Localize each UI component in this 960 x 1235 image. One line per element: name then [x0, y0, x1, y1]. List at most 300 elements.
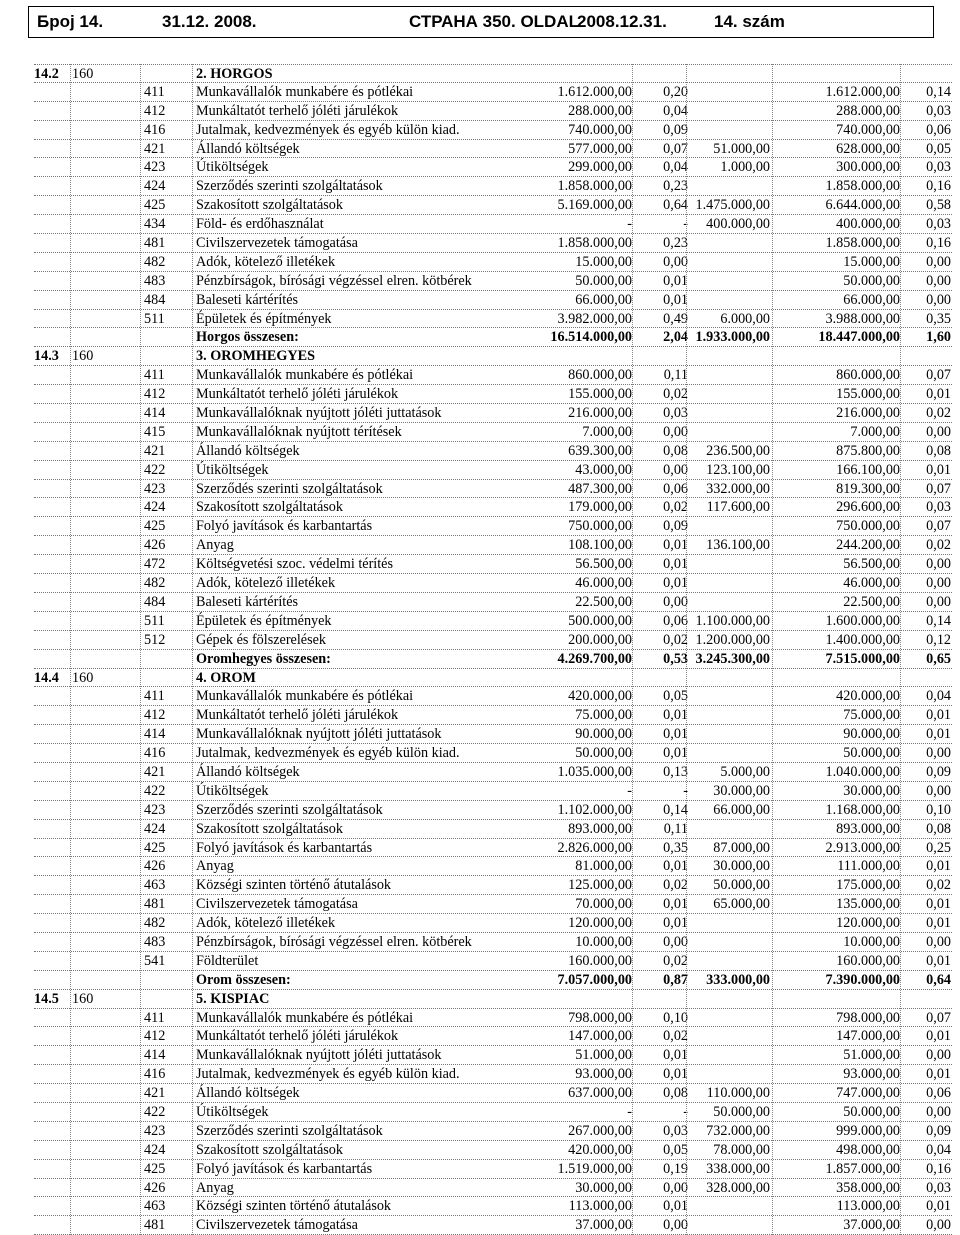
table-row	[34, 102, 952, 121]
percent-own: 0,00	[663, 933, 688, 950]
amount-total: 244.200,00	[836, 537, 900, 554]
account-code: 511	[144, 612, 165, 629]
table-row	[34, 801, 952, 820]
percent-own: 0,01	[663, 556, 688, 573]
table-row	[34, 234, 952, 253]
percent-own: 0,08	[663, 1085, 688, 1102]
account-name: Községi szinten történő átutalások	[196, 1198, 392, 1215]
percent-total: 0,01	[926, 896, 951, 913]
amount-total: 56.500,00	[843, 556, 900, 573]
account-code: 481	[144, 235, 166, 252]
amount-total: 875.800,00	[836, 442, 900, 459]
grid-line	[772, 64, 773, 1235]
amount-total: 113.000,00	[836, 1198, 900, 1215]
account-name: Földterület	[196, 952, 259, 969]
amount-other: 338.000,00	[706, 1160, 770, 1177]
amount-total: 90.000,00	[843, 726, 900, 743]
account-name: Állandó költségek	[196, 442, 300, 459]
percent-total: 0,12	[926, 631, 951, 648]
account-code: 482	[144, 575, 166, 592]
percent-total: 0,07	[926, 1009, 951, 1026]
amount-own: 740.000,00	[568, 121, 632, 138]
account-name: Baleseti kártérítés	[196, 291, 299, 308]
section-header-row	[34, 990, 952, 1009]
table-row	[34, 442, 952, 461]
percent-total: 0,09	[926, 763, 951, 780]
percent-total: 0,00	[926, 933, 951, 950]
amount-own: 798.000,00	[568, 1009, 632, 1026]
table-row	[34, 1046, 952, 1065]
table-row	[34, 366, 952, 385]
account-name: Szerződés szerinti szolgáltatások	[196, 1122, 383, 1139]
account-name: Munkáltatót terhelő jóléti járulékok	[196, 707, 399, 724]
table-row	[34, 1084, 952, 1103]
table-row	[34, 1009, 952, 1028]
amount-own: 120.000,00	[568, 915, 632, 932]
amount-total: 358.000,00	[836, 1179, 900, 1196]
table-row	[34, 480, 952, 499]
table-row	[34, 1141, 952, 1160]
total-label: Orom összesen:	[196, 971, 291, 988]
percent-own: 0,02	[663, 952, 688, 969]
percent-own: 0,01	[663, 1198, 688, 1215]
amount-own: 893.000,00	[568, 820, 632, 837]
percent-own: 0,01	[663, 1066, 688, 1083]
amount-own: 267.000,00	[568, 1122, 632, 1139]
amount-other: 117.600,00	[706, 499, 770, 516]
account-name: Útiköltségek	[196, 159, 269, 176]
amount-total: 1.857.000,00	[825, 1160, 900, 1177]
amount-own: 125.000,00	[568, 877, 632, 894]
account-code: 414	[144, 726, 166, 743]
percent-own: 0,00	[663, 423, 688, 440]
percent-own: 0,01	[663, 858, 688, 875]
percent-own: 0,20	[663, 83, 688, 100]
table-row	[34, 1197, 952, 1216]
amount-own: 7.000,00	[582, 423, 632, 440]
amount-own: 108.100,00	[568, 537, 632, 554]
percent-total: 0,01	[926, 386, 951, 403]
amount-total: 6.644.000,00	[825, 197, 900, 214]
amount-own: 1.858.000,00	[557, 235, 632, 252]
amount-own: 577.000,00	[568, 140, 632, 157]
percent-own: 0,08	[663, 442, 688, 459]
header-issue-hu: 14. szám	[714, 12, 785, 31]
percent-total: 0,03	[926, 216, 951, 233]
table-row	[34, 820, 952, 839]
account-code: 411	[144, 688, 165, 705]
amount-own: 66.000,00	[575, 291, 632, 308]
amount-own: 1.102.000,00	[557, 801, 632, 818]
table-row	[34, 763, 952, 782]
page-header	[28, 6, 934, 38]
table-row	[34, 404, 952, 423]
percent-total: 0,03	[926, 1179, 951, 1196]
table-row	[34, 461, 952, 480]
table-row	[34, 593, 952, 612]
account-name: Munkáltatót terhelő jóléti járulékok	[196, 386, 399, 403]
percent-total: 0,14	[926, 83, 951, 100]
amount-other: 30.000,00	[713, 782, 770, 799]
account-code: 416	[144, 121, 166, 138]
account-code: 424	[144, 178, 166, 195]
amount-own: 860.000,00	[568, 367, 632, 384]
amount-other: 66.000,00	[713, 801, 770, 818]
amount-other: 50.000,00	[713, 1103, 770, 1120]
percent-total: 0,01	[926, 461, 951, 478]
amount-own: 56.500,00	[575, 556, 632, 573]
percent-own: 0,00	[663, 593, 688, 610]
amount-other: 1.475.000,00	[695, 197, 770, 214]
percent-total: 0,04	[926, 688, 951, 705]
account-code: 512	[144, 631, 166, 648]
account-code: 412	[144, 707, 166, 724]
percent-total: 0,07	[926, 480, 951, 497]
account-name: Munkavállalók munkabére és pótlékai	[196, 688, 414, 705]
table-row	[34, 177, 952, 196]
percent-own: 0,01	[663, 707, 688, 724]
percent-total: 0,16	[926, 235, 951, 252]
percent-own: 0,01	[663, 726, 688, 743]
amount-total: 46.000,00	[843, 575, 900, 592]
amount-own: 160.000,00	[568, 952, 632, 969]
percent-total: 0,35	[926, 310, 951, 327]
account-code: 414	[144, 1047, 166, 1064]
amount-own: 299.000,00	[568, 159, 632, 176]
account-code: 425	[144, 518, 166, 535]
account-name: Baleseti kártérítés	[196, 593, 299, 610]
account-name: Civilszervezetek támogatása	[196, 235, 358, 252]
percent-total: 0,03	[926, 499, 951, 516]
percent-total: 0,65	[926, 650, 951, 667]
account-name: Községi szinten történő átutalások	[196, 877, 392, 894]
percent-total: 0,01	[926, 952, 951, 969]
percent-own: 0,09	[663, 121, 688, 138]
table-row	[34, 291, 952, 310]
percent-own: 0,09	[663, 518, 688, 535]
amount-own: 90.000,00	[575, 726, 632, 743]
amount-own: 1.035.000,00	[557, 763, 632, 780]
amount-total: 1.600.000,00	[825, 612, 900, 629]
amount-own: 4.269.700,00	[557, 650, 632, 667]
amount-own: 50.000,00	[575, 745, 632, 762]
amount-total: 420.000,00	[836, 688, 900, 705]
account-code: 411	[144, 83, 165, 100]
amount-other: 123.100,00	[706, 461, 770, 478]
amount-own: 51.000,00	[575, 1047, 632, 1064]
amount-other: 732.000,00	[706, 1122, 770, 1139]
account-code: 422	[144, 1103, 166, 1120]
amount-total: 155.000,00	[836, 386, 900, 403]
table-row	[34, 1122, 952, 1141]
percent-own: 0,05	[663, 688, 688, 705]
amount-own: 43.000,00	[575, 461, 632, 478]
amount-own: 1.858.000,00	[557, 178, 632, 195]
amount-other: 50.000,00	[713, 877, 770, 894]
account-name: Állandó költségek	[196, 1085, 300, 1102]
amount-total: 135.000,00	[836, 896, 900, 913]
account-name: Munkavállalóknak nyújtott jóléti juttatások	[196, 726, 442, 743]
account-code: 421	[144, 442, 166, 459]
table-row	[34, 857, 952, 876]
table-row	[34, 121, 952, 140]
table-row	[34, 83, 952, 102]
percent-own: 0,01	[663, 745, 688, 762]
amount-other: 51.000,00	[713, 140, 770, 157]
account-name: Útiköltségek	[196, 1103, 269, 1120]
percent-total: 0,03	[926, 102, 951, 119]
account-name: Civilszervezetek támogatása	[196, 1217, 358, 1234]
account-name: Szerződés szerinti szolgáltatások	[196, 178, 383, 195]
percent-own: 0,01	[663, 915, 688, 932]
account-code: 481	[144, 896, 166, 913]
amount-total: 93.000,00	[843, 1066, 900, 1083]
section-number: 14.3	[34, 348, 59, 365]
percent-total: 0,07	[926, 367, 951, 384]
account-name: Civilszervezetek támogatása	[196, 896, 358, 913]
amount-own: 750.000,00	[568, 518, 632, 535]
amount-own: 216.000,00	[568, 405, 632, 422]
amount-other: 1.100.000,00	[695, 612, 770, 629]
table-row	[34, 196, 952, 215]
account-code: 421	[144, 1085, 166, 1102]
account-code: 423	[144, 801, 166, 818]
account-name: Szakosított szolgáltatások	[196, 1141, 343, 1158]
percent-own: 0,23	[663, 178, 688, 195]
amount-own: 487.300,00	[568, 480, 632, 497]
percent-total: 0,08	[926, 442, 951, 459]
amount-total: 166.100,00	[836, 461, 900, 478]
account-name: Munkáltatót terhelő jóléti járulékok	[196, 1028, 399, 1045]
amount-own: 70.000,00	[575, 896, 632, 913]
amount-total: 798.000,00	[836, 1009, 900, 1026]
percent-total: 0,14	[926, 612, 951, 629]
table-row	[34, 952, 952, 971]
percent-own: 0,04	[663, 159, 688, 176]
table-row	[34, 876, 952, 895]
amount-total: 860.000,00	[836, 367, 900, 384]
table-row	[34, 536, 952, 555]
amount-own: 50.000,00	[575, 272, 632, 289]
account-name: Adók, kötelező illetékek	[196, 253, 336, 270]
table-row	[34, 1160, 952, 1179]
amount-total: 7.000,00	[850, 423, 900, 440]
header-date-hu: 2008.12.31.	[577, 12, 667, 31]
grid-line	[900, 64, 901, 1235]
amount-total: 3.988.000,00	[825, 310, 900, 327]
account-name: Munkavállalók munkabére és pótlékai	[196, 83, 414, 100]
percent-total: 0,01	[926, 858, 951, 875]
amount-other: 78.000,00	[713, 1141, 770, 1158]
table-row	[34, 1027, 952, 1046]
amount-total: 22.500,00	[843, 593, 900, 610]
grid-line	[686, 64, 687, 1235]
percent-total: 0,08	[926, 820, 951, 837]
percent-own: 0,11	[663, 367, 688, 384]
account-name: Folyó javítások és karbantartás	[196, 1160, 373, 1177]
amount-other: 87.000,00	[713, 839, 770, 856]
account-code: 414	[144, 405, 166, 422]
amount-own: 46.000,00	[575, 575, 632, 592]
percent-total: 0,07	[926, 518, 951, 535]
amount-total: 160.000,00	[836, 952, 900, 969]
percent-own: -	[683, 1103, 688, 1120]
account-code: 511	[144, 310, 165, 327]
amount-total: 498.000,00	[836, 1141, 900, 1158]
amount-own: 420.000,00	[568, 688, 632, 705]
percent-total: 1,60	[926, 329, 951, 346]
percent-total: 0,09	[926, 1122, 951, 1139]
table-row	[34, 423, 952, 442]
account-code: 412	[144, 386, 166, 403]
account-name: Szerződés szerinti szolgáltatások	[196, 801, 383, 818]
amount-own: 1.519.000,00	[557, 1160, 632, 1177]
account-code: 425	[144, 197, 166, 214]
amount-own: 155.000,00	[568, 386, 632, 403]
percent-own: 0,10	[663, 1009, 688, 1026]
account-name: Jutalmak, kedvezmények és egyéb külön kiad.	[196, 121, 460, 138]
account-name: Folyó javítások és karbantartás	[196, 518, 373, 535]
account-code: 426	[144, 1179, 166, 1196]
amount-own: 16.514.000,00	[550, 329, 632, 346]
amount-own: 81.000,00	[575, 858, 632, 875]
table-row	[34, 498, 952, 517]
percent-total: 0,06	[926, 1085, 951, 1102]
table-row	[34, 706, 952, 725]
account-name: Szakosított szolgáltatások	[196, 820, 343, 837]
table-row	[34, 895, 952, 914]
section-title: 3. OROMHEGYES	[196, 348, 316, 365]
amount-own: 3.982.000,00	[557, 310, 632, 327]
amount-total: 18.447.000,00	[818, 329, 900, 346]
percent-own: -	[683, 782, 688, 799]
header-page: СТРАНА 350. OLDAL	[409, 12, 579, 31]
amount-other: 110.000,00	[706, 1085, 770, 1102]
amount-total: 111.000,00	[837, 858, 900, 875]
percent-total: 0,04	[926, 1141, 951, 1158]
percent-total: 0,01	[926, 707, 951, 724]
account-code: 483	[144, 933, 166, 950]
amount-own: 637.000,00	[568, 1085, 632, 1102]
percent-total: 0,01	[926, 726, 951, 743]
amount-own: 22.500,00	[575, 593, 632, 610]
grid-line	[632, 64, 633, 1235]
table-row	[34, 215, 952, 234]
amount-own: 2.826.000,00	[557, 839, 632, 856]
amount-total: 75.000,00	[843, 707, 900, 724]
table-row	[34, 1216, 952, 1235]
table-row	[34, 1065, 952, 1084]
budget-table	[34, 64, 952, 1235]
amount-own: 7.057.000,00	[557, 971, 632, 988]
percent-total: 0,16	[926, 178, 951, 195]
table-row	[34, 744, 952, 763]
amount-own: 500.000,00	[568, 612, 632, 629]
amount-other: 332.000,00	[706, 480, 770, 497]
account-name: Állandó költségek	[196, 763, 300, 780]
amount-other: 6.000,00	[720, 310, 770, 327]
percent-own: 0,49	[663, 310, 688, 327]
amount-total: 216.000,00	[836, 405, 900, 422]
amount-own: 10.000,00	[575, 933, 632, 950]
percent-own: 0,03	[663, 1122, 688, 1139]
account-code: 426	[144, 858, 166, 875]
amount-total: 1.400.000,00	[825, 631, 900, 648]
amount-total: 1.612.000,00	[825, 83, 900, 100]
section-number: 14.5	[34, 990, 59, 1007]
table-row	[34, 725, 952, 744]
percent-own: 0,00	[663, 1217, 688, 1234]
account-code: 422	[144, 782, 166, 799]
account-name: Föld- és erdőhasználat	[196, 216, 324, 233]
account-name: Munkavállalók munkabére és pótlékai	[196, 1009, 414, 1026]
percent-total: 0,02	[926, 405, 951, 422]
amount-own: -	[627, 216, 632, 233]
percent-own: 0,02	[663, 877, 688, 894]
percent-total: 0,03	[926, 159, 951, 176]
account-name: Munkáltatót terhelő jóléti járulékok	[196, 102, 399, 119]
table-row	[34, 687, 952, 706]
percent-total: 0,64	[926, 971, 951, 988]
amount-other: 1.933.000,00	[695, 329, 770, 346]
percent-total: 0,00	[926, 272, 951, 289]
grid-line	[140, 64, 141, 1235]
account-code: 416	[144, 1066, 166, 1083]
percent-own: 0,04	[663, 102, 688, 119]
percent-own: 0,02	[663, 1028, 688, 1045]
amount-total: 66.000,00	[843, 291, 900, 308]
amount-total: 288.000,00	[836, 102, 900, 119]
account-name: Anyag	[196, 537, 234, 554]
amount-other: 400.000,00	[706, 216, 770, 233]
account-code: 483	[144, 272, 166, 289]
account-name: Útiköltségek	[196, 461, 269, 478]
amount-total: 628.000,00	[836, 140, 900, 157]
account-name: Pénzbírságok, bírósági végzéssel elren. kötbérek	[196, 933, 472, 950]
section-total-row	[34, 650, 952, 669]
amount-own: 5.169.000,00	[557, 197, 632, 214]
table-row	[34, 933, 952, 952]
account-code: 423	[144, 159, 166, 176]
account-code: 421	[144, 140, 166, 157]
amount-total: 747.000,00	[836, 1085, 900, 1102]
function-code: 160	[72, 66, 94, 82]
account-code: 411	[144, 1009, 165, 1026]
percent-total: 0,00	[926, 1103, 951, 1120]
account-code: 541	[144, 952, 166, 969]
amount-total: 300.000,00	[836, 159, 900, 176]
percent-total: 0,02	[926, 877, 951, 894]
header-issue-sr: Број 14.	[37, 12, 104, 31]
amount-total: 1.858.000,00	[825, 235, 900, 252]
amount-total: 296.600,00	[836, 499, 900, 516]
section-header-row	[34, 64, 952, 83]
percent-own: 2,04	[663, 329, 688, 346]
percent-own: 0,87	[663, 971, 688, 988]
percent-total: 0,01	[926, 1028, 951, 1045]
percent-own: 0,64	[663, 197, 688, 214]
amount-total: 50.000,00	[843, 1103, 900, 1120]
percent-total: 0,00	[926, 1047, 951, 1064]
account-code: 434	[144, 216, 166, 233]
table-row	[34, 612, 952, 631]
percent-own: 0,35	[663, 839, 688, 856]
amount-total: 50.000,00	[843, 745, 900, 762]
amount-total: 893.000,00	[836, 820, 900, 837]
percent-total: 0,00	[926, 745, 951, 762]
amount-own: 37.000,00	[575, 1217, 632, 1234]
table-row	[34, 517, 952, 536]
